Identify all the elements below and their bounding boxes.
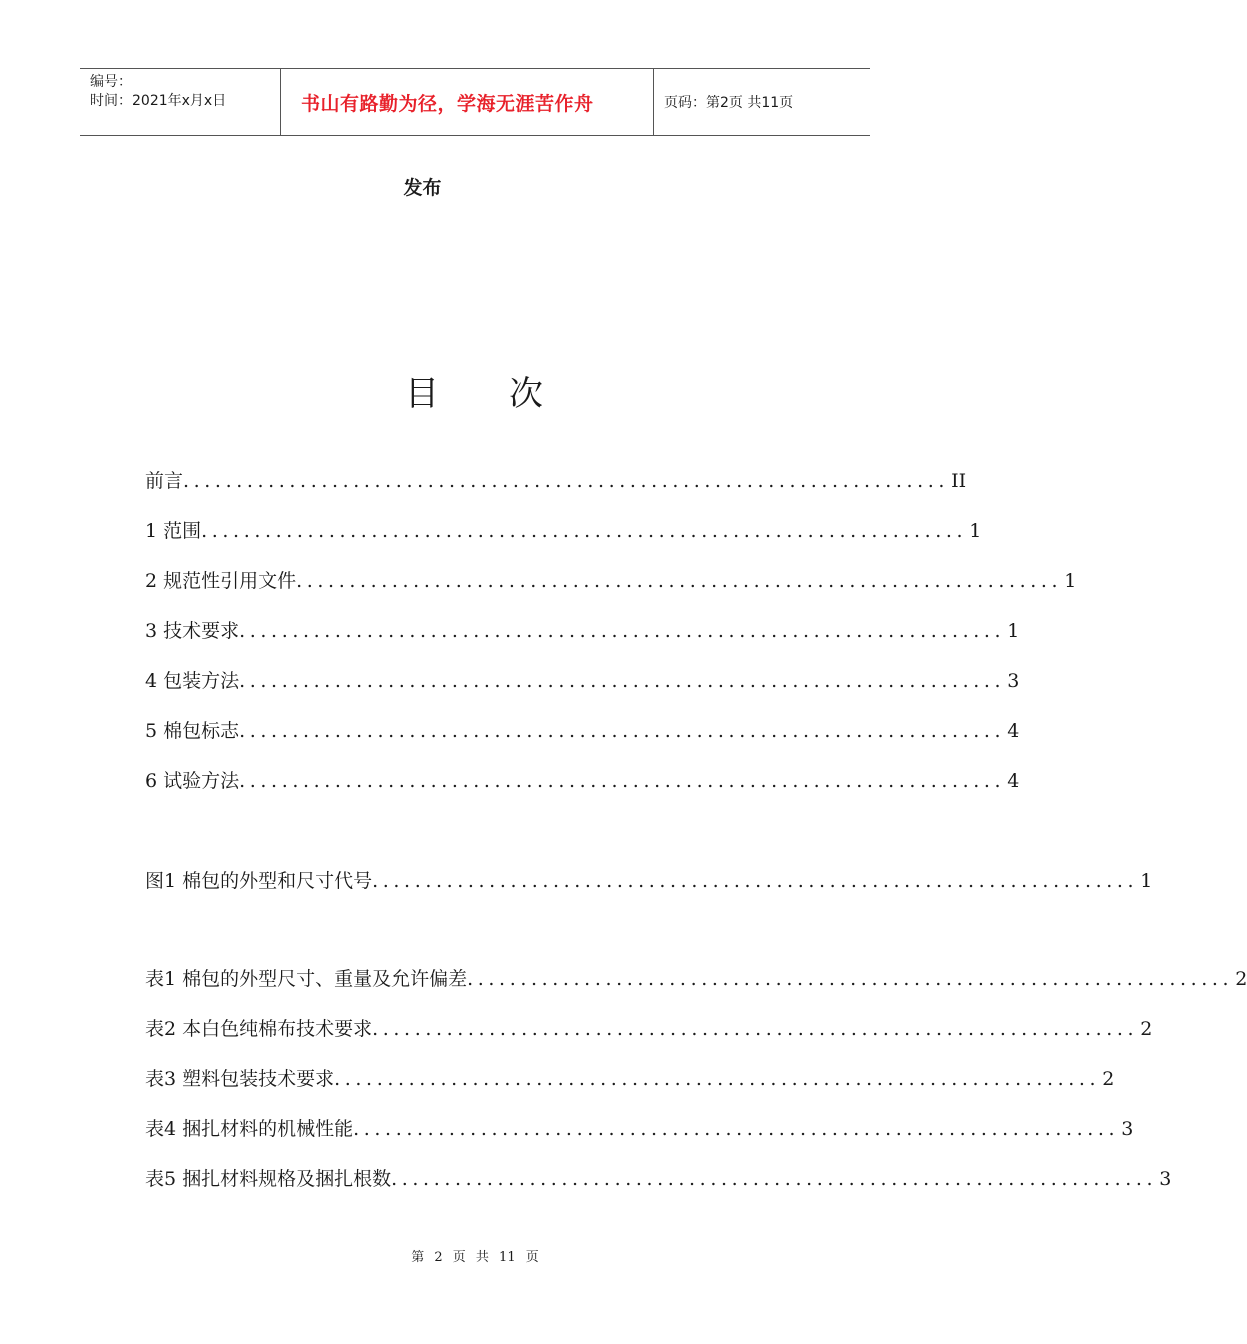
toc-entry-label: 1 范围 <box>145 520 202 542</box>
toc-entry-page: 1 <box>1007 620 1020 642</box>
toc-entry[interactable] <box>145 516 982 544</box>
toc-leader-dots: ........................................................................ <box>296 570 1063 592</box>
toc-figure-entry[interactable] <box>145 866 1153 894</box>
toc-title: 目次 <box>405 374 613 414</box>
header-page-info: 页码：第2页 共11页 <box>664 95 794 111</box>
toc-leader-dots: ........................................................................ <box>239 620 1006 642</box>
toc-table-entry[interactable] <box>145 1164 1172 1192</box>
time-label: 时间：2021年x月x日 <box>90 93 227 109</box>
toc-entry[interactable] <box>145 616 1020 644</box>
toc-entry-label: 前言 <box>145 470 184 492</box>
publish-label: 发布 <box>403 177 442 199</box>
toc-leader-dots: ........................................................................ <box>334 1068 1101 1090</box>
toc-leader-dots: ........................................................................ <box>239 720 1006 742</box>
toc-entry-page: 4 <box>1007 720 1020 742</box>
toc-entry-label: 6 试验方法 <box>145 770 240 792</box>
toc-entry-page: 4 <box>1007 770 1020 792</box>
toc-entry-label: 表1 棉包的外型尺寸、重量及允许偏差 <box>145 968 468 990</box>
toc-table-entry[interactable] <box>145 1064 1115 1092</box>
toc-table-entry[interactable] <box>145 964 1247 992</box>
toc-table-entry[interactable] <box>145 1014 1153 1042</box>
toc-leader-dots: ........................................................................ <box>372 870 1139 892</box>
toc-entry-page: II <box>951 470 967 492</box>
toc-entry[interactable] <box>145 716 1020 744</box>
toc-entry-page: 3 <box>1121 1118 1134 1140</box>
toc-leader-dots: ........................................................................ <box>391 1168 1158 1190</box>
toc-entry[interactable] <box>145 766 1020 794</box>
toc-entry-page: 2 <box>1102 1068 1115 1090</box>
toc-entry-label: 3 技术要求 <box>145 620 240 642</box>
toc-entry-page: 1 <box>969 520 982 542</box>
page-header <box>80 68 870 136</box>
toc-leader-dots: ........................................................................ <box>467 968 1234 990</box>
toc-entry-label: 2 规范性引用文件 <box>145 570 297 592</box>
page-footer: 第 2 页 共 11 页 <box>411 1250 539 1265</box>
header-meta <box>80 69 281 135</box>
toc-entry-page: 3 <box>1007 670 1020 692</box>
toc-leader-dots: ........................................................................ <box>372 1018 1139 1040</box>
toc-entry[interactable] <box>145 566 1077 594</box>
toc-leader-dots: ........................................................................ <box>239 770 1006 792</box>
toc-entry-label: 表3 塑料包装技术要求 <box>145 1068 335 1090</box>
number-label: 编号： <box>90 74 132 90</box>
toc-leader-dots: ........................................................................ <box>183 470 950 492</box>
toc-entry-page: 2 <box>1140 1018 1153 1040</box>
header-motto: 书山有路勤为径，学海无涯苦作舟 <box>281 69 654 135</box>
toc-entry[interactable] <box>145 666 1020 694</box>
toc-entry[interactable] <box>145 466 967 494</box>
toc-leader-dots: ........................................................................ <box>201 520 968 542</box>
toc-entry-label: 表4 捆扎材料的机械性能 <box>145 1118 354 1140</box>
toc-entry-page: 1 <box>1140 870 1153 892</box>
toc-leader-dots: ........................................................................ <box>353 1118 1120 1140</box>
toc-entry-label: 图1 棉包的外型和尺寸代号 <box>145 870 373 892</box>
toc-leader-dots: ........................................................................ <box>239 670 1006 692</box>
toc-entry-label: 表2 本白色纯棉布技术要求 <box>145 1018 373 1040</box>
toc-entry-page: 2 <box>1235 968 1247 990</box>
toc-table-entry[interactable] <box>145 1114 1134 1142</box>
toc-entry-label: 4 包装方法 <box>145 670 240 692</box>
toc-entry-label: 表5 捆扎材料规格及捆扎根数 <box>145 1168 392 1190</box>
toc-entry-page: 1 <box>1064 570 1077 592</box>
toc-entry-page: 3 <box>1159 1168 1172 1190</box>
toc-entry-label: 5 棉包标志 <box>145 720 240 742</box>
